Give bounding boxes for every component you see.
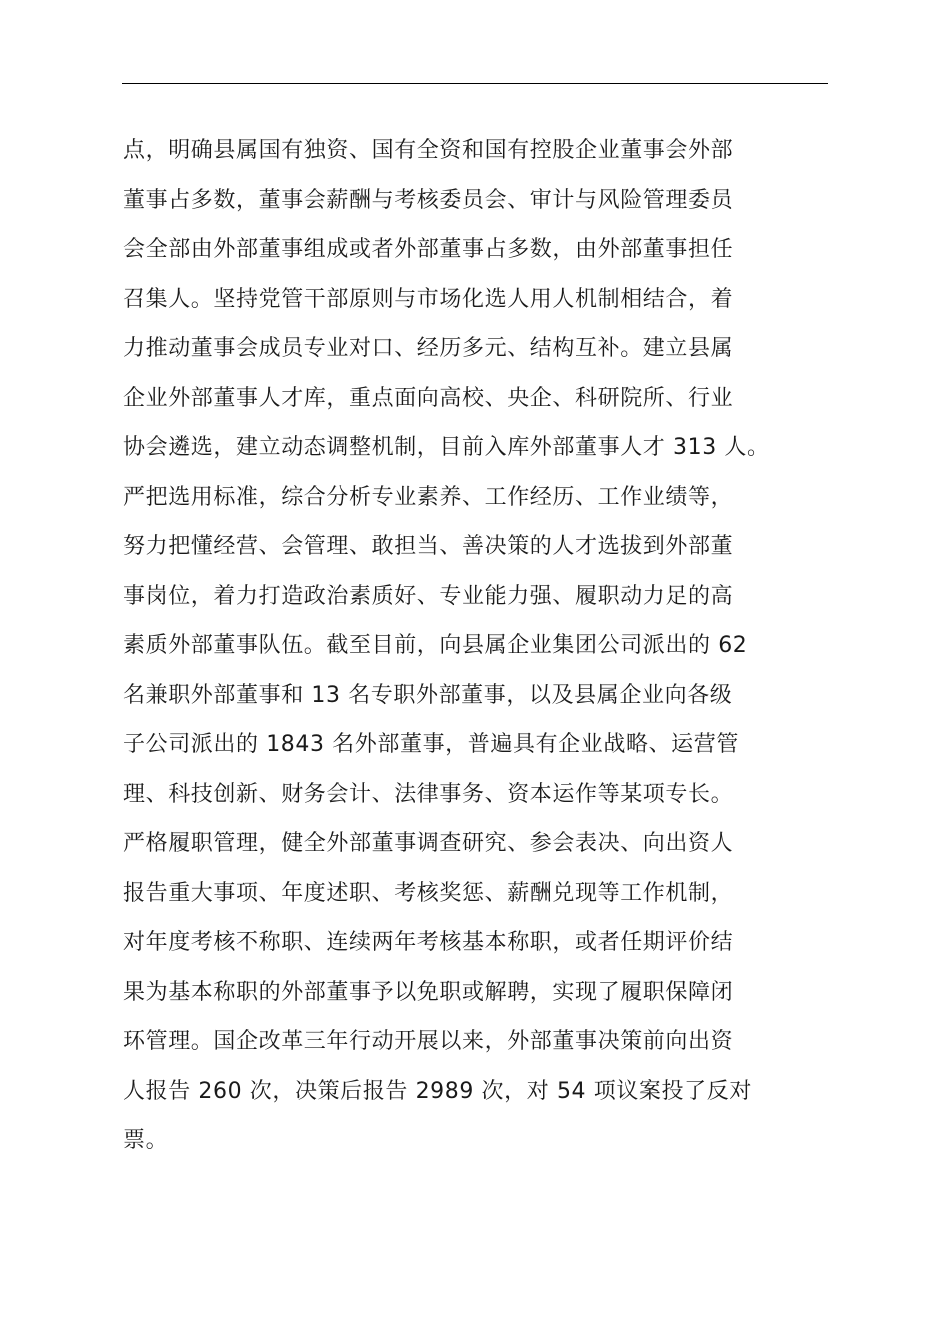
text-line: 企业外部董事人才库，重点面向高校、央企、科研院所、行业: [123, 385, 734, 411]
text-line: 协会遴选，建立动态调整机制，目前入库外部董事人才 313 人。: [123, 435, 770, 460]
text-line: 事岗位，着力打造政治素质好、专业能力强、履职动力足的高: [123, 583, 734, 609]
text-line: 董事占多数，董事会薪酬与考核委员会、审计与风险管理委员: [123, 187, 734, 213]
text-line: 环管理。国企改革三年行动开展以来，外部董事决策前向出资: [123, 1029, 734, 1054]
text-line: 票。: [123, 1128, 169, 1153]
text-line: 名兼职外部董事和 13 名专职外部董事，以及县属企业向各级: [123, 682, 733, 708]
text-line: 点，明确县属国有独资、国有全资和国有控股企业董事会外部: [123, 138, 734, 163]
body-paragraph: [123, 126, 863, 1166]
text-line: 对年度考核不称职、连续两年考核基本称职，或者任期评价结: [123, 930, 734, 955]
text-line: 报告重大事项、年度述职、考核奖惩、薪酬兑现等工作机制，: [123, 880, 734, 906]
text-line: 理、科技创新、财务会计、法律事务、资本运作等某项专长。: [123, 781, 734, 807]
text-line: 子公司派出的 1843 名外部董事，普遍具有企业战略、运营管: [123, 732, 739, 757]
text-line: 果为基本称职的外部董事予以免职或解聘，实现了履职保障闭: [123, 979, 734, 1005]
text-line: 会全部由外部董事组成或者外部董事占多数，由外部董事担任: [123, 237, 734, 262]
text-line: 召集人。坚持党管干部原则与市场化选人用人机制相结合，着: [123, 286, 734, 312]
text-line: 素质外部董事队伍。截至目前，向县属企业集团公司派出的 62: [123, 633, 748, 658]
text-line: 人报告 260 次，决策后报告 2989 次，对 54 项议案投了反对: [123, 1078, 752, 1104]
text-line: 严格履职管理，健全外部董事调查研究、参会表决、向出资人: [123, 831, 734, 856]
text-line: 严把选用标准，综合分析专业素养、工作经历、工作业绩等，: [123, 484, 734, 510]
header-rule: [122, 83, 828, 84]
text-line: 努力把懂经营、会管理、敢担当、善决策的人才选拔到外部董: [123, 534, 734, 559]
text-line: 力推动董事会成员专业对口、经历多元、结构互补。建立县属: [123, 336, 734, 361]
